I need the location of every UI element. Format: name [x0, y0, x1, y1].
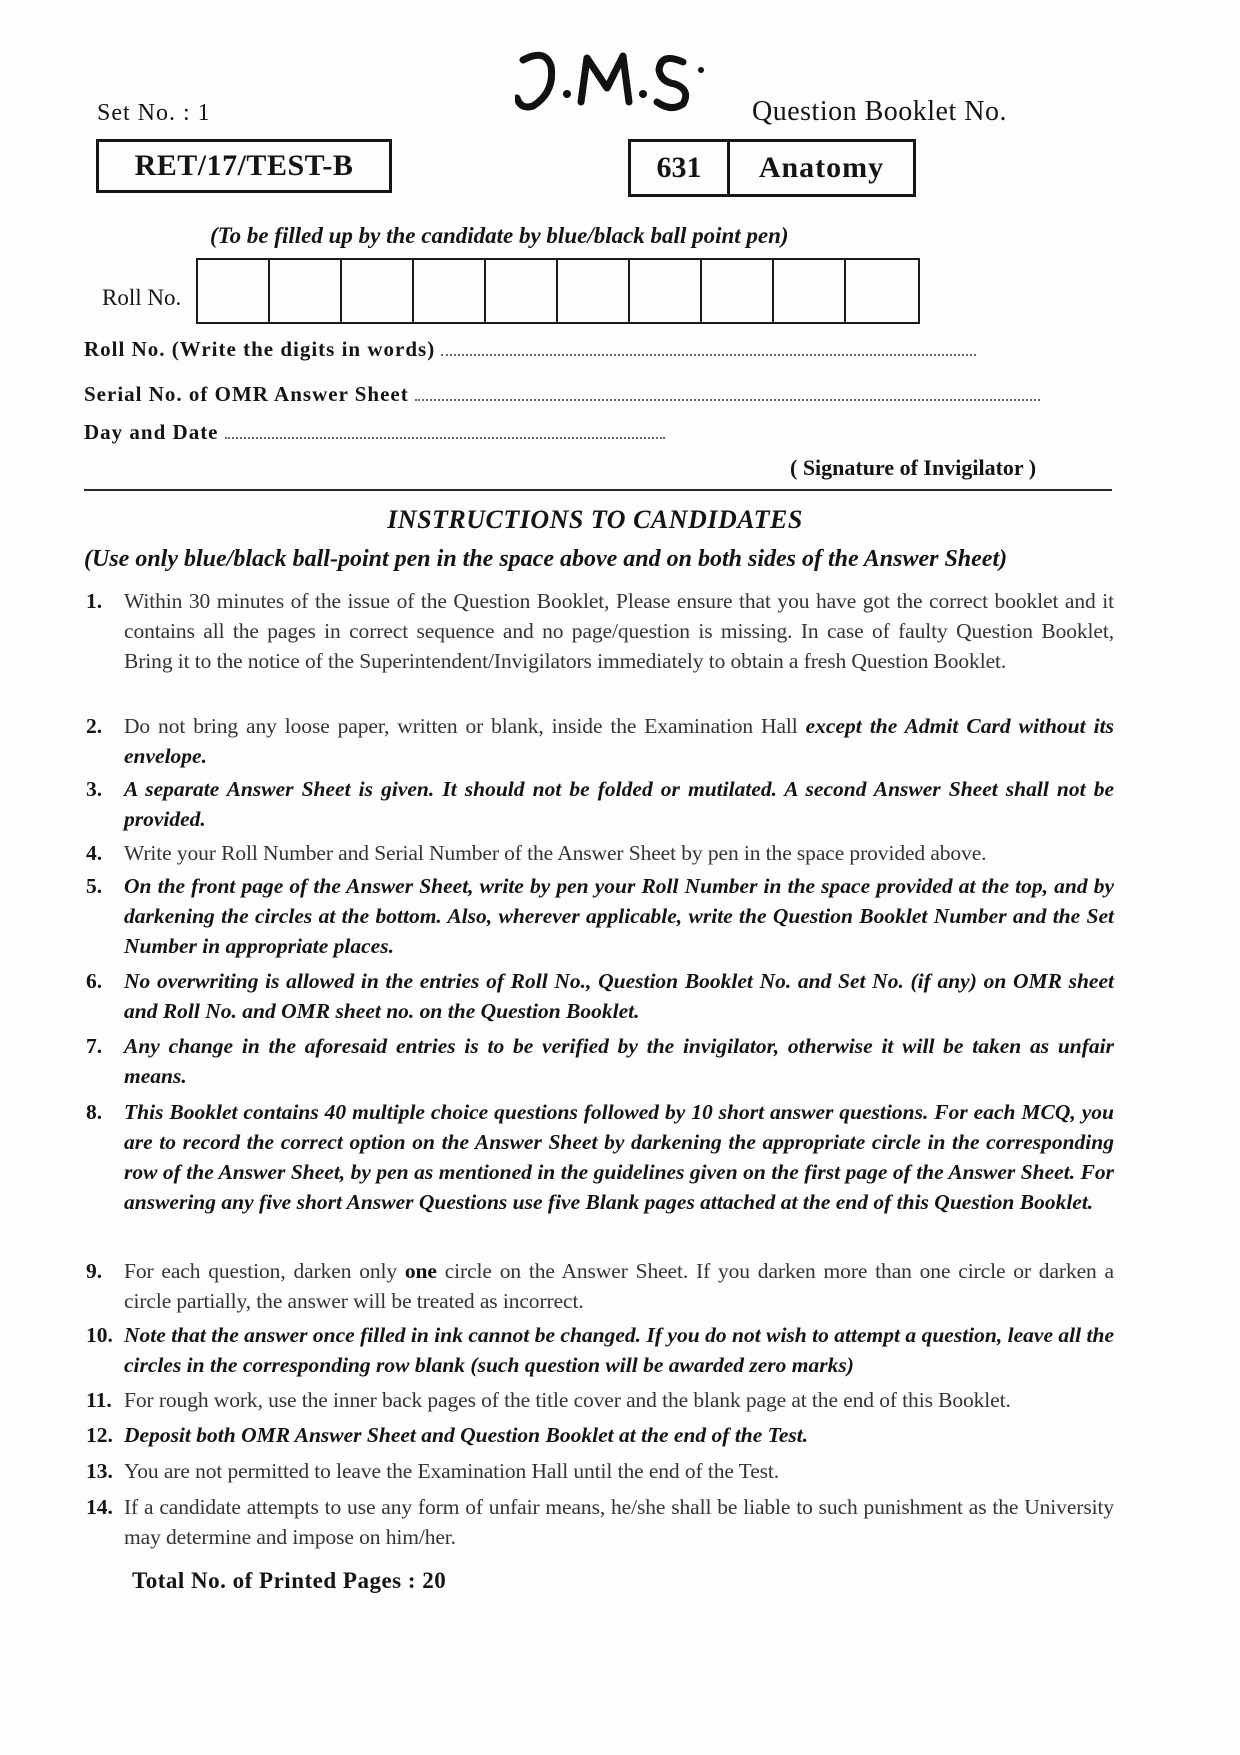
invigilator-signature-label: ( Signature of Invigilator )	[790, 455, 1037, 480]
roll-digit-box[interactable]	[270, 260, 342, 322]
day-date-input-line[interactable]	[225, 433, 665, 439]
roll-no-label: Roll No.	[102, 285, 182, 310]
booklet-number: 631	[631, 142, 730, 194]
roll-digit-box[interactable]	[198, 260, 270, 322]
question-booklet-label: Question Booklet No.	[752, 96, 1007, 127]
instruction-item: 10. Note that the answer once filled in ink cannot be changed. If you do not wish to attempt a question, leave all the circles in the corresponding row blank (such question will be awarded zero marks)	[86, 1323, 1114, 1377]
roll-digit-box[interactable]	[846, 260, 918, 322]
instruction-item: 7. Any change in the aforesaid entries is to be verified by the invigilator, otherwise it will be taken as unfair means.	[86, 1034, 1114, 1088]
handwritten-initials	[515, 44, 715, 114]
fill-instruction-note: (To be filled up by the candidate by blue/black ball point pen)	[210, 223, 789, 248]
day-date-label: Day and Date	[84, 420, 219, 444]
roll-digit-box[interactable]	[702, 260, 774, 322]
instruction-item: 2. Do not bring any loose paper, written or blank, inside the Examination Hall except the Admit Card without its envelope.	[86, 714, 1114, 768]
booklet-number-box	[628, 139, 916, 197]
instruction-item: 6. No overwriting is allowed in the entries of Roll No., Question Booklet No. and Set No. (if any) on OMR sheet and Roll No. and OMR sheet no. on the Question Booklet.	[86, 969, 1114, 1023]
roll-digit-box[interactable]	[414, 260, 486, 322]
total-printed-pages: Total No. of Printed Pages : 20	[132, 1568, 447, 1593]
instruction-item: 12. Deposit both OMR Answer Sheet and Question Booklet at the end of the Test.	[86, 1423, 809, 1447]
roll-words-label: Roll No. (Write the digits in words)	[84, 337, 436, 361]
test-code-box: RET/17/TEST-B	[96, 139, 392, 193]
divider	[84, 489, 1112, 491]
instruction-item: 1. Within 30 minutes of the issue of the Question Booklet, Please ensure that you have got the correct booklet and it contains all the pages in correct sequence and no page/question is missing. In case of faulty Question Booklet, Bring it to the notice of the Superintendent/Invigilators immediately to obtain a fresh Question Booklet.	[86, 589, 1114, 673]
instruction-item: 14. If a candidate attempts to use any form of unfair means, he/she shall be liable to such punishment as the University may determine and impose on him/her.	[86, 1495, 1114, 1549]
day-date-field	[84, 420, 665, 445]
set-number: Set No. : 1	[97, 100, 211, 126]
instruction-item: 13. You are not permitted to leave the Examination Hall until the end of the Test.	[86, 1459, 780, 1483]
omr-serial-input-line[interactable]	[415, 395, 1040, 401]
instruction-item: 4. Write your Roll Number and Serial Number of the Answer Sheet by pen in the space provided above.	[86, 841, 987, 865]
roll-words-input-line[interactable]	[441, 350, 976, 356]
roll-digit-box[interactable]	[342, 260, 414, 322]
roll-words-field	[84, 337, 976, 362]
roll-digit-box[interactable]	[486, 260, 558, 322]
roll-number-grid	[196, 258, 920, 324]
omr-serial-field	[84, 382, 1040, 407]
instruction-item: 5. On the front page of the Answer Sheet, write by pen your Roll Number in the space provided at the top, and by darkening the circles at the bottom. Also, wherever applicable, write the Question Booklet Number and the Set Number in appropriate places.	[86, 874, 1114, 958]
instruction-item: 3. A separate Answer Sheet is given. It should not be folded or mutilated. A second Answer Sheet shall not be provided.	[86, 777, 1114, 831]
roll-digit-box[interactable]	[774, 260, 846, 322]
instruction-item: 8. This Booklet contains 40 multiple choice questions followed by 10 short answer questions. For each MCQ, you are to record the correct option on the Answer Sheet by darkening the appropriate circle in the corresponding row of the Answer Sheet, by pen as mentioned in the guidelines given on the first page of the Answer Sheet. For answering any five short Answer Questions use five Blank pages attached at the end of this Question Booklet.	[86, 1100, 1114, 1214]
instructions-title: INSTRUCTIONS TO CANDIDATES	[387, 505, 803, 534]
instruction-item: 9. For each question, darken only one circle on the Answer Sheet. If you darken more than one circle or darken a circle partially, the answer will be treated as incorrect.	[86, 1259, 1114, 1313]
subject-name: Anatomy	[758, 151, 885, 184]
instructions-subtitle: (Use only blue/black ball-point pen in the space above and on both sides of the Answer Sheet)	[84, 546, 1008, 572]
omr-serial-label: Serial No. of OMR Answer Sheet	[84, 382, 409, 406]
instruction-item: 11. For rough work, use the inner back pages of the title cover and the blank page at the end of this Booklet.	[86, 1388, 1011, 1412]
roll-digit-box[interactable]	[630, 260, 702, 322]
roll-digit-box[interactable]	[558, 260, 630, 322]
